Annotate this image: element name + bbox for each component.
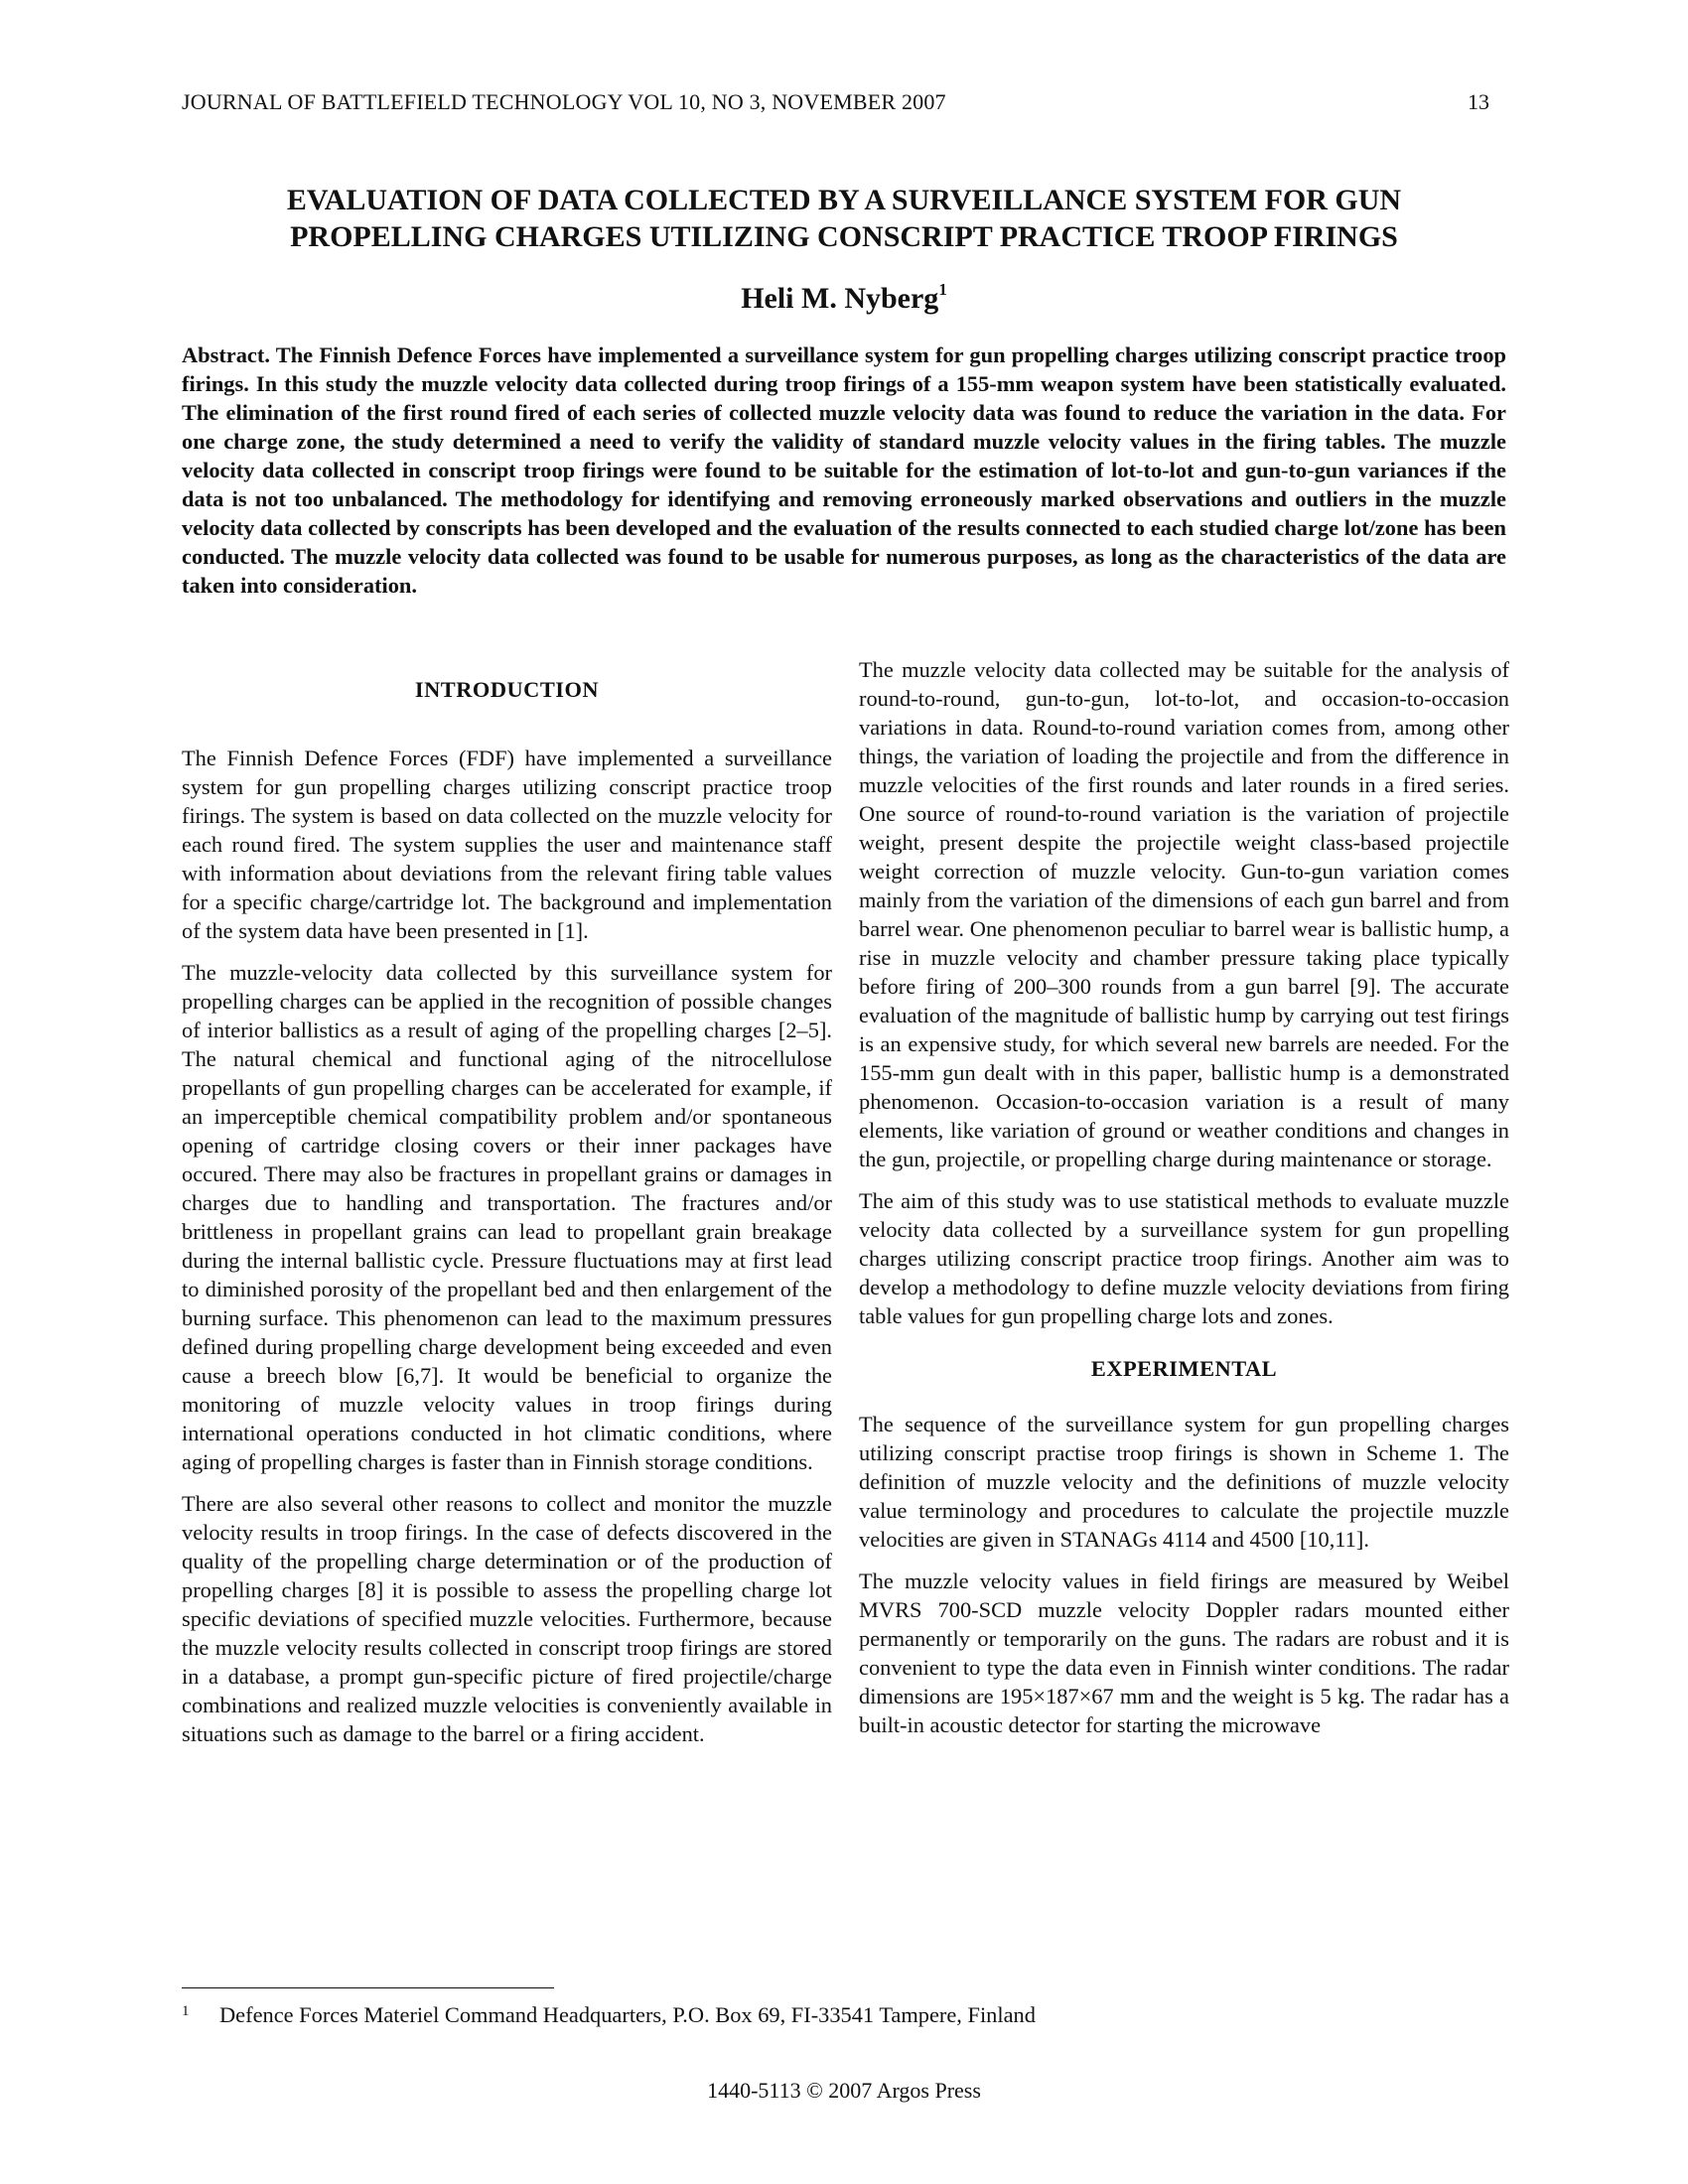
article-title — [182, 182, 1506, 255]
introduction-heading: INTRODUCTION — [414, 677, 600, 702]
footnote-divider — [182, 1987, 554, 1988]
experimental-heading: EXPERIMENTAL — [1090, 1356, 1278, 1381]
footnote — [182, 2002, 1036, 2028]
experimental-paragraph-1: The sequence of the surveillance system for gun propelling charges utilizing conscript practise troop firings is shown in Scheme 1. The definition of muzzle velocity and the definitions of muzzle velocity value terminology and procedures to calculate the projectile muzzle velocities are given in STANAGs 4114 and 4500 [10,11]. — [859, 1412, 1509, 1552]
introduction-paragraph-5: The aim of this study was to use statistical methods to evaluate muzzle velocity data collected by a surveillance system for gun propelling charges utilizing conscript practice troop firings. Another aim was to develop a methodology to define muzzle velocity deviations from firing table values for gun propelling charge lots and zones. — [859, 1188, 1509, 1328]
title-line-2: PROPELLING CHARGES UTILIZING CONSCRIPT PRACTICE TROOP FIRINGS — [290, 220, 1398, 253]
right-column — [859, 655, 1509, 1752]
footnote-mark: 1 — [182, 2003, 190, 2019]
introduction-paragraph-3: There are also several other reasons to collect and monitor the muzzle velocity results in troop firings. In the case of defects discovered in the quality of the propelling charge determination or of the production of propelling charges [8] it is possible to assess the propelling charge lot specific deviations of specified muzzle velocities. Furthermore, because the muzzle velocity results collected in conscript troop firings are stored in a database, a prompt gun-specific picture of fired projectile/charge combinations and realized muzzle velocities is conveniently available in situations such as damage to the barrel or a firing accident. — [182, 1491, 832, 1746]
left-column — [182, 655, 832, 1761]
title-line-1: EVALUATION OF DATA COLLECTED BY A SURVEILLANCE SYSTEM FOR GUN — [286, 184, 1402, 216]
footnote-text: Defence Forces Materiel Command Headquarters, P.O. Box 69, FI-33541 Tampere, Finland — [219, 2002, 1036, 2027]
experimental-paragraph-2: The muzzle velocity values in field firings are measured by Weibel MVRS 700-SCD muzzle velocity Doppler radars mounted either permanently or temporarily on the guns. The radars are robust and it is convenient to type the data even in Finnish winter conditions. The radar dimensions are 195×187×67 mm and the weight is 5 kg. The radar has a built-in acoustic detector for starting the microwave — [859, 1569, 1509, 1737]
author-affiliation-mark: 1 — [938, 280, 947, 299]
page-number: 13 — [1468, 89, 1489, 114]
introduction-paragraph-2: The muzzle-velocity data collected by this surveillance system for propelling charges can be applied in the recognition of possible changes of interior ballistics as a result of aging of the propelling charges [2–5]. The natural chemical and functional aging of the nitrocellulose propellants of gun propelling charges can be accelerated for example, if an imperceptible chemical compatibility problem and/or spontaneous opening of cartridge closing covers or their inner packages have occured. There may also be fractures in propellant grains or damages in charges due to handling and transportation. The fractures and/or brittleness in propellant grains can lead to propellant grain breakage during the internal ballistic cycle. Pressure fluctuations may at first lead to diminished porosity of the propellant bed and then enlargement of the burning surface. This phenomenon can lead to the maximum pressures defined during propelling charge development being exceeded and even cause a breech blow [6,7]. It would be beneficial to organize the monitoring of muzzle velocity values in troop firings during international operations conducted in hot climatic conditions, where aging of propelling charges is faster than in Finnish storage conditions. — [182, 960, 832, 1474]
copyright-footer: 1440-5113 © 2007 Argos Press — [707, 2078, 981, 2103]
author-name: Heli M. Nyberg — [741, 282, 939, 315]
abstract: Abstract. The Finnish Defence Forces have implemented a surveillance system for gun propelling charges utilizing conscript practice troop firings. In this study the muzzle velocity data collected during troop firings of a 155-mm weapon system have been statistically evaluated. The elimination of the first round fired of each series of collected muzzle velocity data was found to reduce the variation in the data. For one charge zone, the study determined a need to verify the validity of standard muzzle velocity values in the firing tables. The muzzle velocity data collected in conscript troop firings were found to be suitable for the estimation of lot-to-lot and gun-to-gun variances if the data is not too unbalanced. The methodology for identifying and removing erroneously marked observations and outliers in the muzzle velocity data collected by conscripts has been developed and the evaluation of the results connected to each studied charge lot/zone has been conducted. The muzzle velocity data collected was found to be usable for numerous purposes, as long as the characteristics of the data are taken into consideration. — [182, 342, 1506, 598]
running-header: JOURNAL OF BATTLEFIELD TECHNOLOGY VOL 10, NO 3, NOVEMBER 2007 — [182, 89, 946, 114]
introduction-paragraph-1: The Finnish Defence Forces (FDF) have implemented a surveillance system for gun propelling charges utilizing conscript practice troop firings. The system is based on data collected on the muzzle velocity for each round fired. The system supplies the user and maintenance staff with information about deviations from the relevant firing table values for a specific charge/cartridge lot. The background and implementation of the system data have been presented in [1]. — [182, 746, 832, 943]
author-line — [182, 280, 1506, 316]
introduction-paragraph-4: The muzzle velocity data collected may be suitable for the analysis of round-to-round, gun-to-gun, lot-to-lot, and occasion-to-occasion variations in data. Round-to-round variation comes from, among other things, the variation of loading the projectile and from the difference in muzzle velocities of the first rounds and later rounds in a fired series. One source of round-to-round variation is the variation of projectile weight, present despite the projectile weight class-based projectile weight correction of muzzle velocity. Gun-to-gun variation comes mainly from the variation of the dimensions of each gun barrel and from barrel wear. One phenomenon peculiar to barrel wear is ballistic hump, a rise in muzzle velocity and chamber pressure taking place typically before firing of 200–300 rounds from a gun barrel [9]. The accurate evaluation of the magnitude of ballistic hump by carrying out test firings is an expensive study, for which several new barrels are needed. For the 155-mm gun dealt with in this paper, ballistic hump is a demonstrated phenomenon. Occasion-to-occasion variation is a result of many elements, like variation of ground or weather conditions and changes in the gun, projectile, or propelling charge during maintenance or storage. — [859, 657, 1509, 1171]
